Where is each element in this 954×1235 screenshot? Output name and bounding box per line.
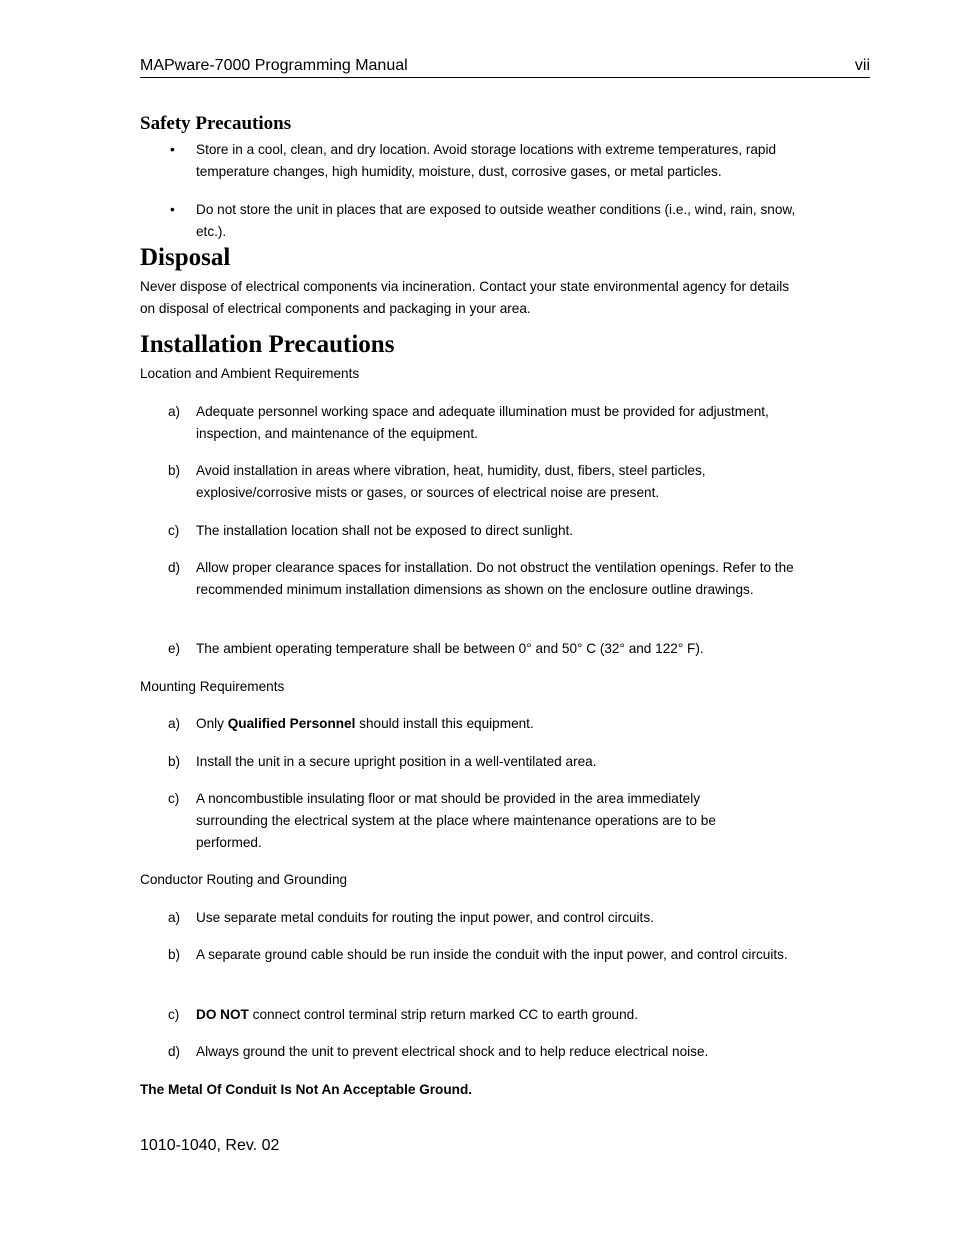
- list-marker: c): [168, 1007, 180, 1022]
- header-rule: [140, 77, 870, 78]
- list-marker: a): [168, 716, 181, 731]
- mounting-item-a: Only Qualified Personnel should install this equipment.: [196, 716, 534, 731]
- list-marker: c): [168, 791, 180, 806]
- conductor-subheading: Conductor Routing and Grounding: [140, 872, 348, 887]
- list-marker: a): [168, 404, 181, 419]
- document-number: 1010-1040, Rev. 02: [140, 1137, 280, 1154]
- disposal-heading: Disposal: [140, 244, 231, 271]
- list-marker: c): [168, 523, 180, 538]
- list-marker: e): [168, 641, 181, 656]
- mounting-item-c: A noncombustible insulating floor or mat should be provided in the area immediately surrounding the electrical system at the place where maintenance operations are to be performed.: [196, 791, 716, 850]
- qualified-personnel-emphasis: Qualified Personnel: [227, 716, 356, 731]
- list-marker: b): [168, 754, 181, 769]
- bullet-icon: •: [170, 142, 175, 157]
- list-marker: d): [168, 560, 181, 575]
- conductor-item-a: Use separate metal conduits for routing the input power, and control circuits.: [196, 910, 654, 925]
- disposal-text: Never dispose of electrical components via incineration. Contact your state environmental agency for details on disposal of electrical components and packaging in your area.: [140, 279, 790, 316]
- safety-bullet-2: Do not store the unit in places that are exposed to outside weather conditions (i.e., wind, rain, snow, etc.).: [196, 202, 796, 239]
- header-title: MAPware-7000 Programming Manual: [140, 57, 408, 74]
- installation-heading: Installation Precautions: [140, 331, 395, 358]
- location-subheading: Location and Ambient Requirements: [140, 366, 360, 381]
- list-marker: d): [168, 1044, 181, 1059]
- location-item-e: The ambient operating temperature shall be between 0° and 50° C (32° and 122° F).: [196, 641, 704, 656]
- do-not-emphasis: DO NOT: [196, 1007, 249, 1022]
- location-item-b: Avoid installation in areas where vibration, heat, humidity, dust, fibers, steel particles, explosive/corrosive mists or gases, or sources of electrical noise are present.: [196, 463, 706, 500]
- safety-bullet-1: Store in a cool, clean, and dry location. Avoid storage locations with extreme temperatures, rapid temperature changes, high humidity, moisture, dust, corrosive gases, or metal particles.: [196, 142, 777, 179]
- conductor-item-b: A separate ground cable should be run inside the conduit with the input power, and control circuits.: [196, 947, 788, 962]
- mounting-item-b: Install the unit in a secure upright position in a well-ventilated area.: [196, 754, 597, 769]
- page-number: vii: [854, 57, 870, 74]
- safety-heading: Safety Precautions: [140, 113, 292, 134]
- grounding-note: The Metal Of Conduit Is Not An Acceptable Ground.: [140, 1082, 473, 1097]
- conductor-item-c: DO NOT connect control terminal strip return marked CC to earth ground.: [196, 1007, 638, 1022]
- list-marker: b): [168, 463, 181, 478]
- location-item-d: Allow proper clearance spaces for installation. Do not obstruct the ventilation openings. Refer to the recommended minimum installation dimensions as shown on the enclosure outline drawings.: [196, 560, 794, 597]
- bullet-icon: •: [170, 202, 175, 217]
- list-marker: b): [168, 947, 181, 962]
- location-item-a: Adequate personnel working space and adequate illumination must be provided for adjustment, inspection, and maintenance of the equipment.: [196, 404, 769, 441]
- conductor-item-d: Always ground the unit to prevent electrical shock and to help reduce electrical noise.: [196, 1044, 709, 1059]
- mounting-subheading: Mounting Requirements: [140, 679, 285, 694]
- location-item-c: The installation location shall not be exposed to direct sunlight.: [196, 523, 574, 538]
- list-marker: a): [168, 910, 181, 925]
